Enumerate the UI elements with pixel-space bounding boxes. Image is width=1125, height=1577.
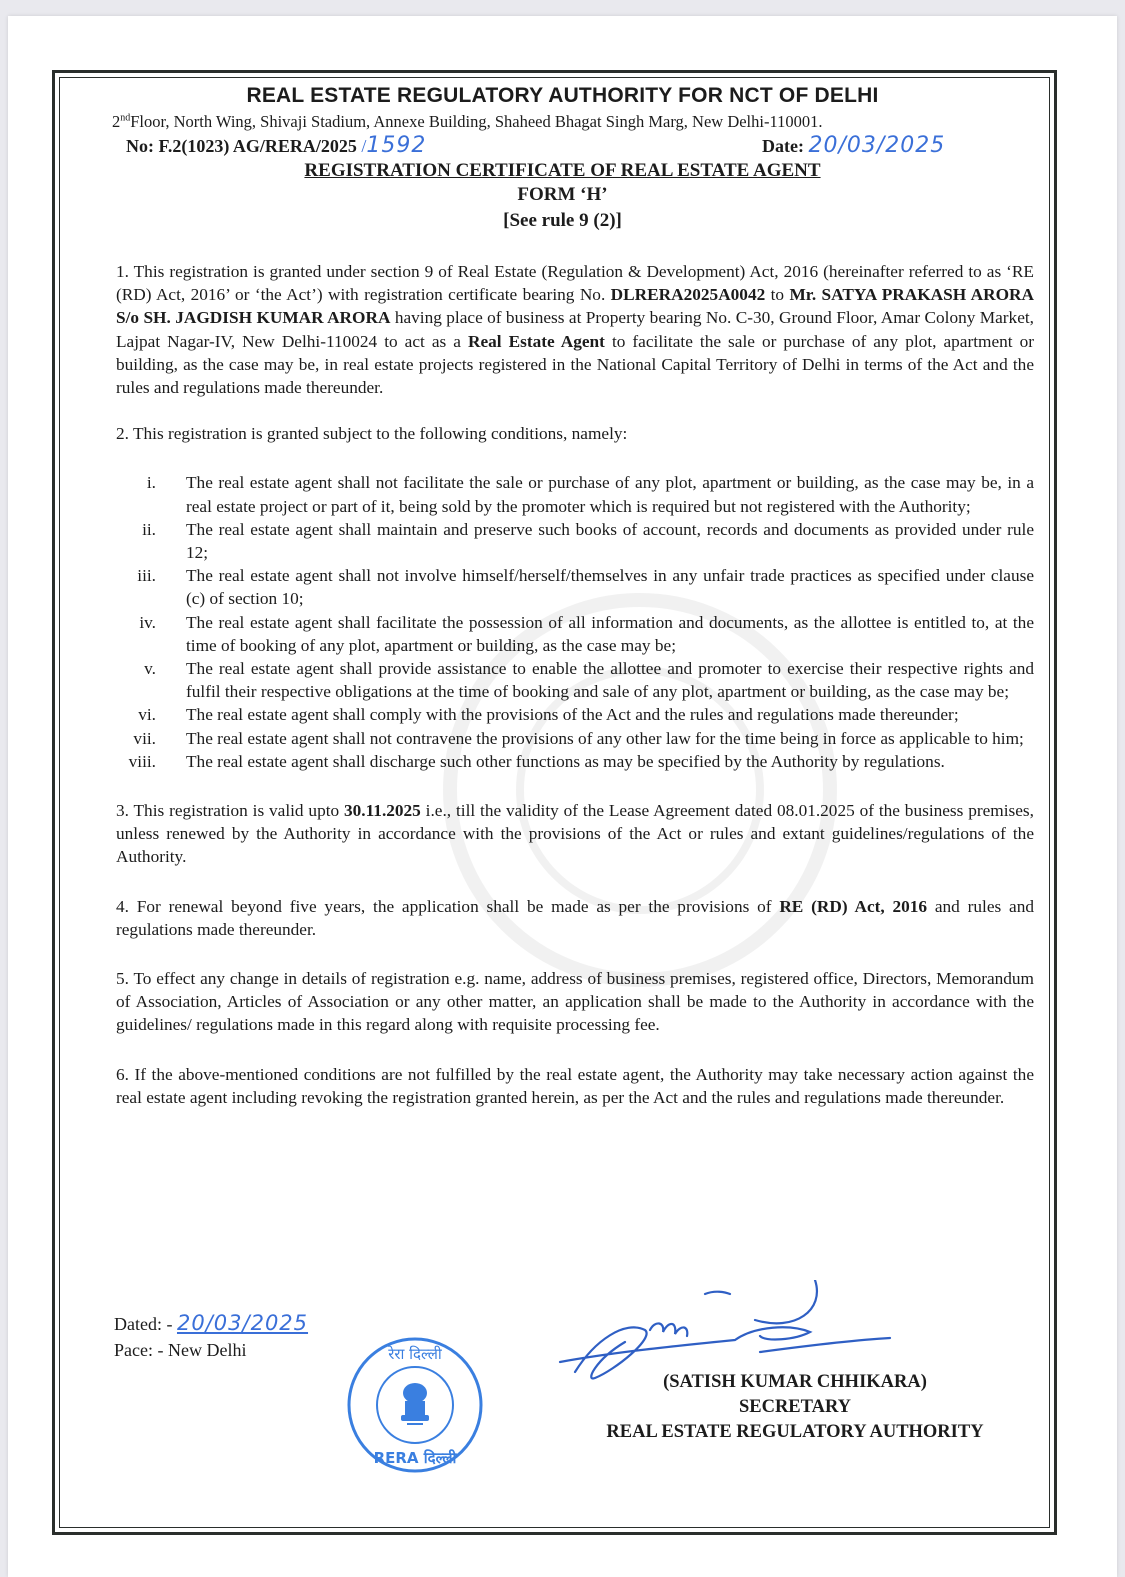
rule-reference: [See rule 9 (2)] bbox=[503, 210, 622, 231]
condition-item bbox=[116, 703, 1034, 726]
condition-item bbox=[116, 611, 1034, 657]
condition-text: The real estate agent shall comply with the provisions of the Act and the rules and regulations made thereunder; bbox=[186, 705, 959, 725]
address-floor-number: 2 bbox=[112, 112, 121, 131]
condition-text: The real estate agent shall not facilitate the sale or purchase of any plot, apartment or building, as the case may be, in a real estate project or part of it, being sold by the promoter which is required but not registered with the Authority; bbox=[186, 473, 1034, 516]
condition-number: viii. bbox=[128, 751, 156, 771]
paragraph-4 bbox=[116, 895, 1034, 941]
condition-text: The real estate agent shall discharge such other functions as may be specified by the Authority by regulations. bbox=[186, 751, 945, 771]
valid-until-date: 30.11.2025 bbox=[344, 801, 421, 821]
conditions-list bbox=[116, 471, 1034, 773]
p4-text-2: and rules and regulations made thereunder. bbox=[116, 896, 1034, 939]
condition-item bbox=[116, 518, 1034, 564]
address-rest: Floor, North Wing, Shivaji Stadium, Annexe Building, Shaheed Bhagat Singh Marg, New Delhi-110001. bbox=[130, 112, 823, 131]
stamp-bottom-text: RERA दिल्ली bbox=[373, 1449, 457, 1467]
condition-item bbox=[116, 471, 1034, 517]
condition-item bbox=[116, 727, 1034, 750]
p1-text-1: 1. This registration is granted under section 9 of Real Estate (Regulation & Development) Act, 2016 (hereinafter referred to as ‘RE (RD) Act, 2016’ or ‘the Act’) with registration certificate bearing No. bbox=[116, 262, 1034, 305]
dated-line bbox=[114, 1310, 308, 1337]
signatory-title: SECRETARY bbox=[738, 1397, 852, 1417]
reference-label: No: F.2(1023) AG/RERA/2025 bbox=[126, 136, 357, 156]
handwritten-dated-value: 20/03/2025 bbox=[176, 1311, 309, 1335]
condition-number: ii. bbox=[142, 519, 156, 539]
paragraph-3 bbox=[116, 799, 1034, 869]
condition-text: The real estate agent shall maintain and preserve such books of account, records and documents as provided under rule 12; bbox=[186, 519, 1034, 563]
condition-number: v. bbox=[144, 659, 156, 679]
address-floor-suffix: nd bbox=[120, 112, 131, 124]
p1-text-2: to bbox=[765, 285, 790, 305]
p4-text-1: 4. For renewal beyond five years, the application shall be made as per the provisions of bbox=[116, 896, 780, 916]
national-emblem-icon bbox=[401, 1383, 429, 1425]
place-line: Pace: - New Delhi bbox=[114, 1340, 247, 1360]
p1-text-4: to facilitate the sale or purchase of any plot, apartment or building, as the case may be, in real estate projects registered in the National Capital Territory of Delhi in terms of the Act and the rules and regulations made thereunder. bbox=[116, 331, 1034, 398]
paragraph-1 bbox=[116, 260, 1034, 399]
paragraph-6: 6. If the above-mentioned conditions are not fulfilled by the real estate agent, the Authority may take necessary action against the real estate agent including revoking the registration granted herein, as per the Act and the rules and regulations made thereunder. bbox=[116, 1064, 1034, 1107]
date-label: Date: bbox=[762, 136, 804, 156]
rera-stamp-seal bbox=[345, 1335, 485, 1475]
reference-number bbox=[126, 133, 426, 158]
condition-number: vi. bbox=[138, 705, 156, 725]
condition-text: The real estate agent shall provide assistance to enable the allottee and promoter to exercise their respective rights and fulfil their respective obligations at the time of booking and sale of any plot, apartment or building, as the case may be; bbox=[186, 659, 1034, 702]
signatory-organization: REAL ESTATE REGULATORY AUTHORITY bbox=[606, 1422, 984, 1442]
registration-number: DLRERA2025A0042 bbox=[610, 285, 766, 305]
condition-number: vii. bbox=[133, 728, 156, 748]
handwritten-date: 20/03/2025 bbox=[808, 133, 946, 158]
certificate-body bbox=[116, 260, 1034, 1109]
signatory-name: (SATISH KUMAR CHHIKARA) bbox=[663, 1372, 927, 1392]
certificate-title: REGISTRATION CERTIFICATE OF REAL ESTATE AGENT bbox=[304, 160, 821, 181]
authority-address bbox=[112, 112, 1012, 132]
agent-role: Real Estate Agent bbox=[467, 331, 605, 351]
reference-line bbox=[126, 133, 1006, 159]
condition-item bbox=[116, 750, 1034, 773]
dated-label: Dated: - bbox=[114, 1314, 173, 1334]
p3-text-2: i.e., till the validity of the Lease Agreement dated 08.01.2025 of the business premises, unless renewed by the Authority in accordance with the provisions of the Act or rules and extant guidelines/regulations of the Authority. bbox=[116, 801, 1034, 867]
condition-number: iii. bbox=[137, 566, 156, 586]
paragraph-5: 5. To effect any change in details of registration e.g. name, address of business premises, registered office, Directors, Memorandum of Association, Articles of Association or any other matter, an application shall be made to the Authority in accordance with the guidelines/ regulations made in this regard along with requisite processing fee. bbox=[116, 969, 1034, 1035]
condition-item bbox=[116, 657, 1034, 703]
form-label: FORM ‘H’ bbox=[517, 184, 608, 205]
condition-text: The real estate agent shall facilitate the possession of all information and documents, as the allottee is entitled to, at the time of booking of any plot, apartment or building, as the case may be; bbox=[186, 612, 1034, 655]
authority-name: REAL ESTATE REGULATORY AUTHORITY FOR NCT OF DELHI bbox=[246, 84, 879, 107]
handwritten-reference-number: 1592 bbox=[366, 133, 427, 158]
act-reference: RE (RD) Act, 2016 bbox=[779, 896, 928, 916]
footer-date-place bbox=[114, 1310, 308, 1363]
stamp-top-text: रेरा दिल्ली bbox=[388, 1345, 442, 1363]
signatory-block bbox=[560, 1370, 1030, 1445]
handwritten-slash: / bbox=[356, 136, 367, 156]
condition-text: The real estate agent shall not involve himself/herself/themselves in any unfair trade practices as specified under clause (c) of section 10; bbox=[186, 566, 1034, 609]
agent-name: Mr. SATYA PRAKASH ARORA S/o SH. JAGDISH KUMAR ARORA bbox=[116, 285, 1034, 328]
reference-date bbox=[762, 133, 945, 158]
condition-number: iv. bbox=[139, 612, 156, 632]
p3-text-1: 3. This registration is valid upto bbox=[116, 801, 345, 821]
condition-text: The real estate agent shall not contravene the provisions of any other law for the time being in force as applicable to him; bbox=[186, 728, 1024, 748]
condition-item bbox=[116, 564, 1034, 610]
condition-number: i. bbox=[146, 473, 156, 493]
p1-text-3: having place of business at Property bearing No. C-30, Ground Floor, Amar Colony Market, Lajpat Nagar-IV, New Delhi-110024 to act as a bbox=[116, 308, 1034, 351]
paragraph-2-intro: 2. This registration is granted subject to the following conditions, namely: bbox=[116, 424, 628, 444]
